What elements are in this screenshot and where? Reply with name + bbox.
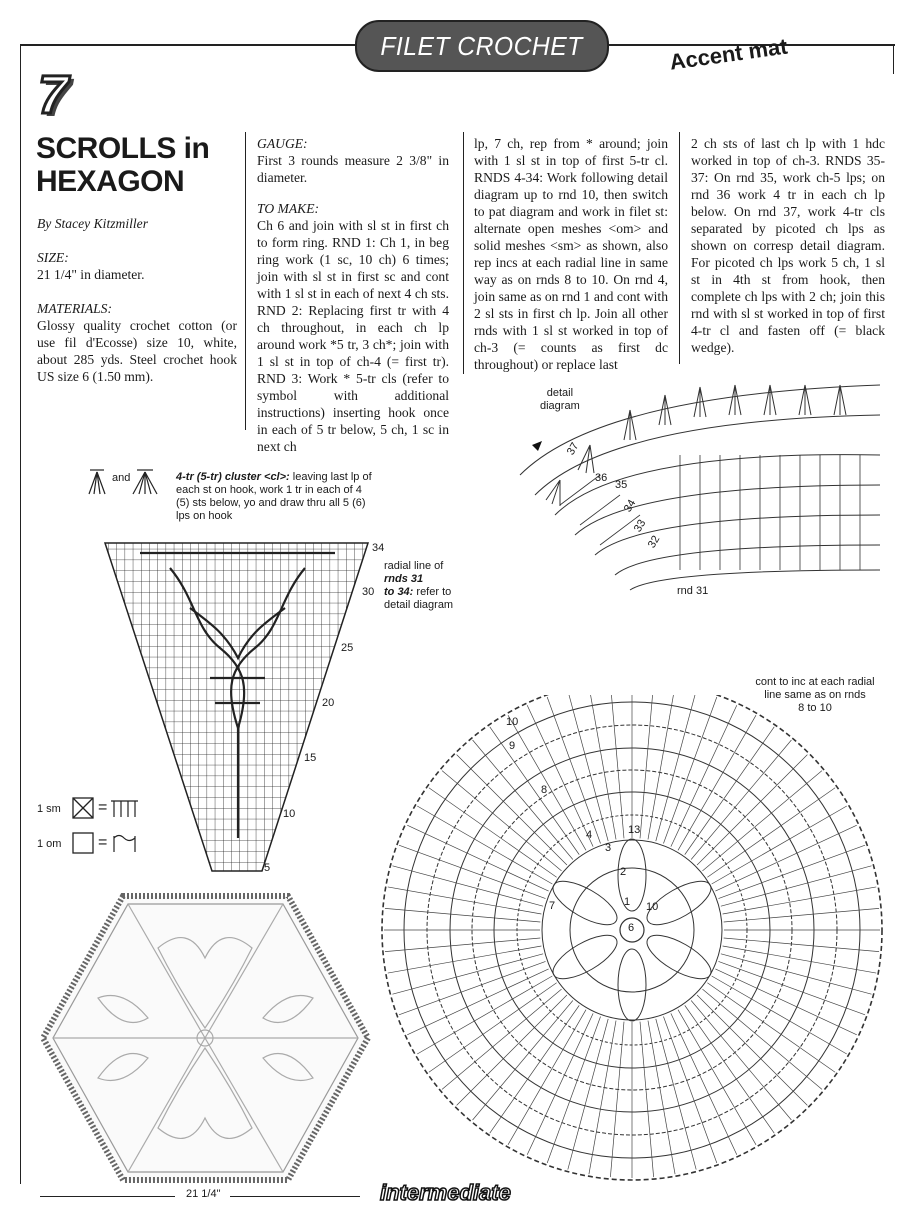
detail-label-1: detail [546,387,574,399]
materials-text: Glossy quality crochet cotton (or use fil d'Ecosse) size 10, white, about 285 yds. Steel crochet hook US size 6 (1.50 mm). [37,318,237,384]
to-make-label: TO MAKE: [257,201,320,216]
stitch-line [547,1016,600,1163]
stitch-line [721,866,872,906]
stitch-line [678,1010,756,1145]
row-label: 25 [341,642,354,654]
stitch-line [712,806,847,884]
stitch-line [388,946,542,973]
stitch-line [385,938,540,952]
stitch-line [473,740,573,860]
title-line-1: SCROLLS in [36,132,210,165]
stitch-line [429,983,557,1072]
radial-title: radial line of [384,560,444,572]
detail-round-37: 37 [564,440,582,458]
round-label: 8 [541,784,548,796]
stitch-line [527,705,593,846]
stitch-line [457,995,567,1105]
stitch-line [473,1000,573,1120]
size-label: SIZE: [37,250,69,265]
section-title: FILET CROCHET [380,30,584,61]
radial-refer: refer to detail diagram [384,586,454,611]
stitch-line [417,806,552,884]
stitch-line [697,995,807,1105]
stitch-line [712,976,847,1054]
instructions-col3-block [474,135,668,373]
stitch-line [388,887,542,914]
legend-and: and [112,472,131,484]
detail-round-35: 35 [615,479,628,491]
round-label: 6 [628,922,635,934]
gauge-text: First 3 rounds measure 2 3/8" in diameter. [257,153,449,185]
sm-label: 1 sm [37,803,61,815]
stitch-line [702,771,822,871]
stitch-line [678,715,756,850]
stitch-line [399,845,546,898]
radial-to: to 34: [384,586,414,598]
stitch-line [648,1021,675,1175]
stitch-line [723,887,877,914]
gauge-label: GAUGE: [257,136,308,151]
round-label: 3 [605,842,612,854]
stitch-line [648,695,675,839]
round-label: 2 [620,866,627,878]
stitch-line [442,989,562,1089]
round-label: 10 [506,716,519,728]
round-label: 1 [624,896,631,908]
stitch-line [691,1000,791,1120]
detail-label-2: diagram [540,400,580,412]
stitch-line [568,695,608,841]
column-divider [463,132,464,374]
round-label: 7 [549,900,556,912]
detail-round-32: 32 [645,533,663,551]
stitch-line [707,983,835,1072]
stitch-line [671,705,737,846]
instructions-col2: Ch 6 and join with sl st in first ch to form ring. RND 1: Ch 1, in beg ring work (1 sc, 10 ch) 6 times; join with sl st in first sc and cont with 1 sl st in each of next 4 ch sts. RND 2: Replacing first tr with 4 ch throughout, in each ch lp around work *5 tr, 3 ch*; join with 1 sl st in top of ch-4 (= first tr). RND 3: Work * 5-tr cls (refer to symbol with additional instructions) inserting hook once in each of 5 tr below, 5 ch, 1 sc in next ch [257,218,449,454]
detail-round-diagram [480,375,880,605]
stitch-line [718,961,865,1014]
size-text: 21 1/4" in diameter. [37,267,145,282]
dimension-rule-right [230,1196,360,1197]
pattern-title [36,132,246,198]
stitch-line [527,1013,593,1154]
difficulty-badge: intermediate [380,1180,511,1205]
row-label: 34 [372,542,385,554]
round-label: 9 [509,740,516,752]
size-block [37,249,237,283]
round-label: 4 [586,829,593,841]
radial-note [384,560,474,612]
stitch-line [417,976,552,1054]
stitch-line [724,938,879,952]
increase-note-3: 8 to 10 [798,702,832,714]
row-label: 30 [362,586,375,598]
stitch-line [547,697,600,844]
stitch-line [407,825,548,891]
stitch-line [691,740,791,860]
right-border [893,44,894,74]
accent-badge: Accent mat [668,33,789,75]
stitch-line [508,715,586,850]
stitch-line [392,954,543,994]
sm-equals: = [98,799,108,816]
round-diagram [375,695,890,1190]
stitch-line [407,969,548,1035]
round-label: 13 [628,824,641,836]
left-border [20,44,21,1184]
stitch-line [508,1010,586,1145]
row-label: 10 [283,808,296,820]
hexagon-mat-illustration [38,888,373,1188]
stitch-line [718,845,865,898]
row-label: 20 [322,697,335,709]
byline [37,215,237,232]
detail-round-33: 33 [631,517,649,535]
instructions-col3: lp, 7 ch, rep from * around; join with 1 sl st in top of first 5-tr cl. RNDS 4-34: Work following detail diagram up to rnd 10, then switch to pat diagram and work in filet st: alternate open meshes <om> and solid meshes <sm> as shown, also rep incs at each radial line in same way as on rnds 8 to 10. On rnd 4, join same as on rnd 1 and cont with 2 sl sts in first ch lp. Join all other rnds with 1 sl st worked in top of ch-3 (= counts as first dc throughout) or replace last [474,136,668,372]
to-make-block [257,200,449,455]
column-divider [679,132,680,364]
detail-rnd-label: rnd 31 [677,585,709,597]
column-divider [245,132,246,430]
detail-round-36: 36 [595,472,608,484]
round-label: 10 [646,901,659,913]
detail-round-34: 34 [621,497,639,515]
stitch-line [724,908,879,922]
stitch-line [568,1019,608,1170]
stitch-line [589,695,616,839]
row-label: 5 [264,862,271,874]
instructions-col4-block [691,135,885,356]
stitch-line [457,755,567,865]
stitch-line [610,1022,624,1177]
stitch-line [721,954,872,994]
stitch-line [589,1021,616,1175]
materials-block [37,300,237,385]
cluster-legend [176,471,376,523]
stitch-line [715,969,856,1035]
instructions-col4: 2 ch sts of last ch lp with 1 hdc worked in top of ch-3. RNDS 35-37: On rnd 35, work ch-5 lps; on rnd 36 work 4 tr in each ch lp below. On rnd 37, work 4-tr cls separated by picoted ch lps as shown on corresp detail diagram. For picoted ch lps work 5 ch, 1 sl st in 4th st from hook, then complete ch lps with 2 ch; join this rnd with sl st worked in top of first 4-tr cl and fasten off (= black wedge). [691,136,885,355]
stitch-line [663,1016,716,1163]
stitch-line [663,697,716,844]
om-label: 1 om [37,838,62,850]
gauge-block [257,135,449,186]
stitch-line [392,866,543,906]
stitch-line [656,695,696,841]
stitch-line [671,1013,737,1154]
stitch-line [490,1005,579,1133]
header-rule-left [20,44,355,46]
radial-rnds: rnds 31 [384,573,424,585]
stitch-line [656,1019,696,1170]
cluster-title: 4-tr (5-tr) cluster <cl>: [176,471,290,483]
increase-note-2: line same as on rnds [764,689,866,701]
dimension-label: 21 1/4" [186,1188,221,1200]
stitch-line [702,989,822,1089]
stitch-line [640,1022,654,1177]
stitch-line [715,825,856,891]
stitch-line [399,961,546,1014]
increase-note-1: cont to inc at each radial [755,676,875,688]
section-tab [355,20,609,72]
stitch-line [685,1005,774,1133]
stitch-line [697,755,807,865]
byline-text: By Stacey Kitzmiller [37,216,148,231]
stitch-line [429,788,557,877]
row-label: 15 [304,752,317,764]
pattern-number: 7 [38,65,69,125]
stitch-line [385,908,540,922]
materials-label: MATERIALS: [37,301,113,316]
title-line-2: HEXAGON [36,165,185,198]
om-equals: = [98,834,108,851]
cluster-text: leaving last lp of each st on hook, work 1 tr in each of 4 (5) sts below, yo and draw thru all 5 (6) lps on hook [176,471,372,522]
dimension-rule-left [40,1196,175,1197]
stitch-line [723,946,877,973]
